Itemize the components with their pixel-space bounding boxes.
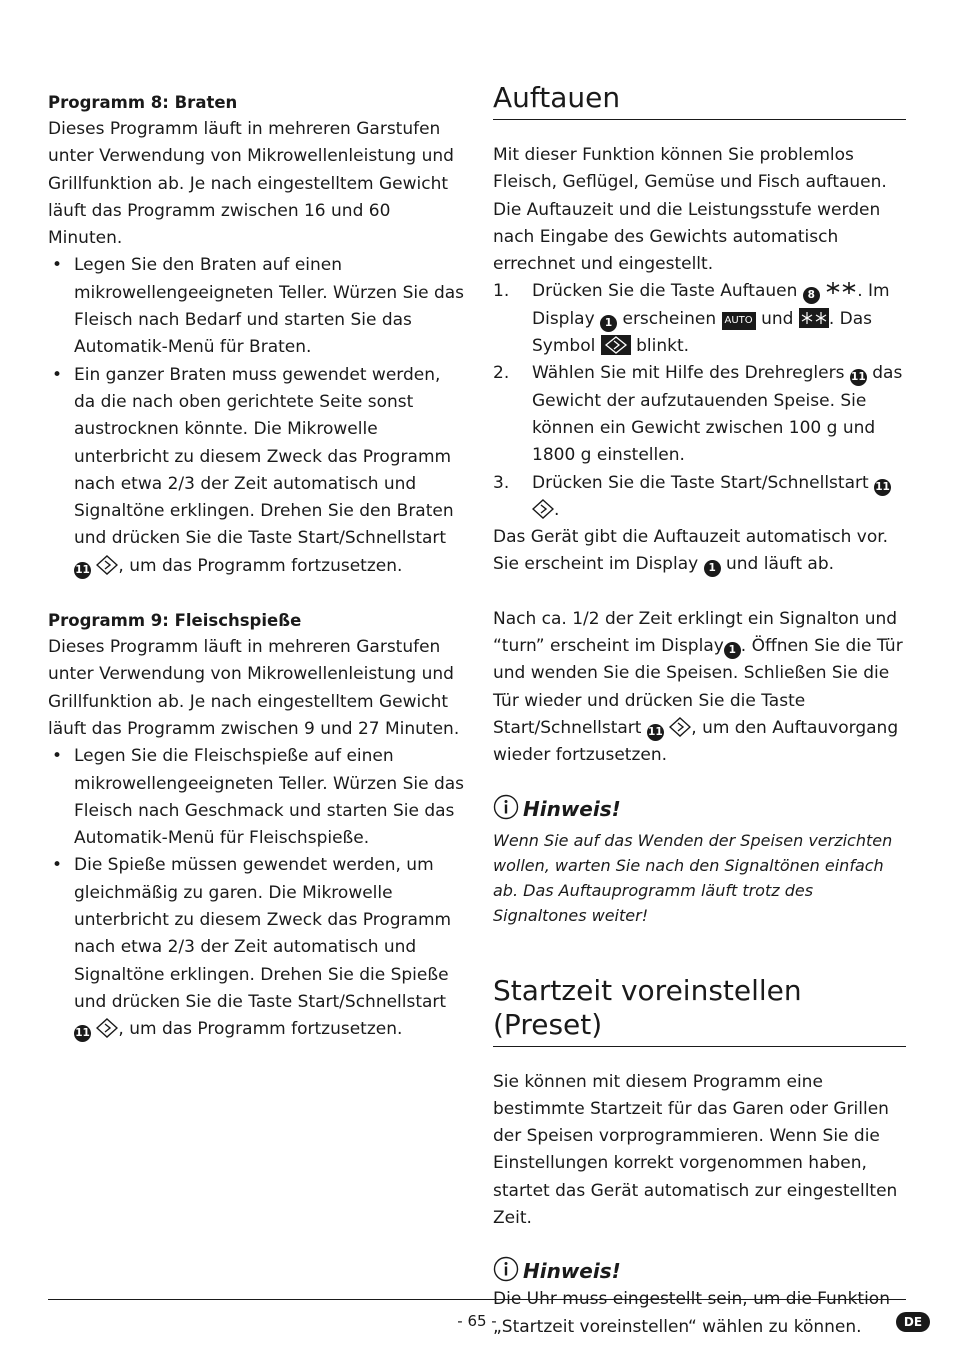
auftauen-para2: Nach ca. 1/2 der Zeit erklingt ein Signalton und “turn” erscheint im Display 1 . Öffnen Sie die Tür und wenden Sie die Speisen. Schließen Sie die Tür wieder und drücken Sie die Taste Start/Schnellstart 11 , um den Auftauvorgang wieder fortzusetzen. — [493, 608, 903, 766]
list-item: • Legen Sie die Fleischspieße auf einen mikrowellengeeigneten Teller. Würzen Sie das Fleisch nach Geschmack und starten Sie das Automatik-Menü für Fleischspieße. — [48, 743, 466, 852]
prog9-heading: Programm 9: Fleischspieße — [48, 611, 302, 631]
start-key-badge: 11 — [647, 724, 664, 741]
list-item: • Die Spieße müssen gewendet werden, um gleichmäßig zu garen. Die Mikrowelle unterbricht zu diesem Zweck das Programm nach etwa 2/3 der Zeit automatisch und Signaltöne erklingen. Drehen Sie die Spieße und drücken Sie die Taste Start/Schnellstart 11 , um das Programm fortzusetzen. — [48, 852, 466, 1043]
list-item: • Ein ganzer Braten muss gewendet werden, da die nach oben gerichtete Seite sonst austrocknen könnte. Die Mikrowelle unterbricht zu diesem Zweck das Programm nach etwa 2/3 der Zeit automatisch und Signaltöne erklingen. Drehen Sie den Braten und drücken Sie die Taste Start/Schnellstart 11 , um das Programm fortzusetzen. — [48, 362, 466, 580]
start-display-icon — [601, 335, 631, 355]
info-icon — [493, 794, 519, 820]
snowflake-icon — [825, 280, 857, 300]
prog9-intro: Dieses Programm läuft in mehreren Garstufen unter Verwendung von Mikrowellenleistung und Grillfunktion ab. Je nach eingestelltem Gewicht läuft das Programm zwischen 9 und 27 Minuten. — [48, 637, 460, 739]
page-number: - 65 - — [457, 1312, 497, 1330]
prog8-heading: Programm 8: Braten — [48, 93, 238, 112]
prog8-intro: Dieses Programm läuft in mehreren Garstufen unter Verwendung von Mikrowellenleistung und Grillfunktion ab. Je nach eingestelltem Gewicht läuft das Programm zwischen 16 und 60 Minuten. — [48, 119, 454, 249]
defrost-display-icon — [799, 308, 829, 328]
display-badge: 1 — [724, 642, 741, 659]
start-key-badge: 11 — [74, 562, 91, 579]
list-item: • Legen Sie den Braten auf einen mikrowellengeeigneten Teller. Würzen Sie das Fleisch nach Bedarf und starten Sie das Automatik-Menü für Braten. — [48, 252, 466, 361]
preset-note-text: Die Uhr muss eingestellt sein, um die Funktion „Startzeit voreinstellen“ wählen zu können. — [493, 1289, 890, 1337]
auftauen-intro: Mit dieser Funktion können Sie problemlos Fleisch, Geflügel, Gemüse und Fisch auftauen. Die Auftauzeit und die Leistungsstufe werden nach Eingabe des Gewichts automatisch errechnet und eingestellt. — [493, 145, 887, 275]
start-diamond-icon — [669, 717, 691, 737]
start-diamond-icon — [96, 555, 118, 575]
display-badge: 1 — [704, 560, 721, 577]
start-key-badge: 11 — [74, 1025, 91, 1042]
display-badge: 1 — [600, 315, 617, 332]
auftauen-key-badge: 8 — [803, 287, 820, 304]
dial-badge: 11 — [850, 369, 867, 386]
footer-divider — [48, 1299, 906, 1300]
language-badge: DE — [896, 1312, 930, 1332]
list-item: 2. Wählen Sie mit Hilfe des Drehreglers 11 das Gewicht der aufzutauenden Speise. Sie können ein Gewicht zwischen 100 g und 1800 g einstellen. — [493, 360, 906, 469]
left-column — [48, 0, 466, 1044]
step-number: 3. — [493, 472, 510, 493]
auftauen-note-text: Wenn Sie auf das Wenden der Speisen verzichten wollen, warten Sie nach den Signaltönen einfach ab. Das Auftauprogramm läuft trotz des Signaltones weiter! — [493, 830, 893, 925]
preset-title: Startzeit voreinstellen (Preset) — [493, 974, 906, 1047]
start-key-badge: 11 — [874, 479, 891, 496]
list-item: 3. Drücken Sie die Taste Start/Schnellstart 11 . — [493, 470, 906, 525]
preset-intro: Sie können mit diesem Programm eine bestimmte Startzeit für das Garen oder Grillen der Speisen vorprogrammieren. Wenn Sie die Einstellungen korrekt vorgenommen haben, startet das Gerät automatisch zur eingestellten Zeit. — [493, 1071, 898, 1229]
auftauen-title: Auftauen — [493, 81, 906, 120]
auto-display-icon: AUTO — [722, 312, 756, 330]
auftauen-steps — [493, 278, 906, 524]
step-number: 2. — [493, 363, 510, 384]
step-number: 1. — [493, 281, 510, 302]
start-diamond-icon — [96, 1018, 118, 1038]
list-item: 1. Drücken Sie die Taste Auftauen 8 . Im Display 1 erscheinen AUTO und . Das Symbol blinkt. — [493, 278, 906, 360]
auftauen-after: Das Gerät gibt die Auftauzeit automatisch vor. Sie erscheint im Display 1 und läuft ab. — [493, 524, 906, 579]
info-icon — [493, 1256, 519, 1282]
preset-note-heading: Hinweis! — [493, 1256, 906, 1284]
prog9-bullets — [48, 743, 466, 1043]
start-diamond-icon — [532, 499, 554, 519]
prog8-bullets — [48, 252, 466, 580]
auftauen-note-heading: Hinweis! — [493, 794, 906, 822]
right-column — [493, 0, 906, 1341]
